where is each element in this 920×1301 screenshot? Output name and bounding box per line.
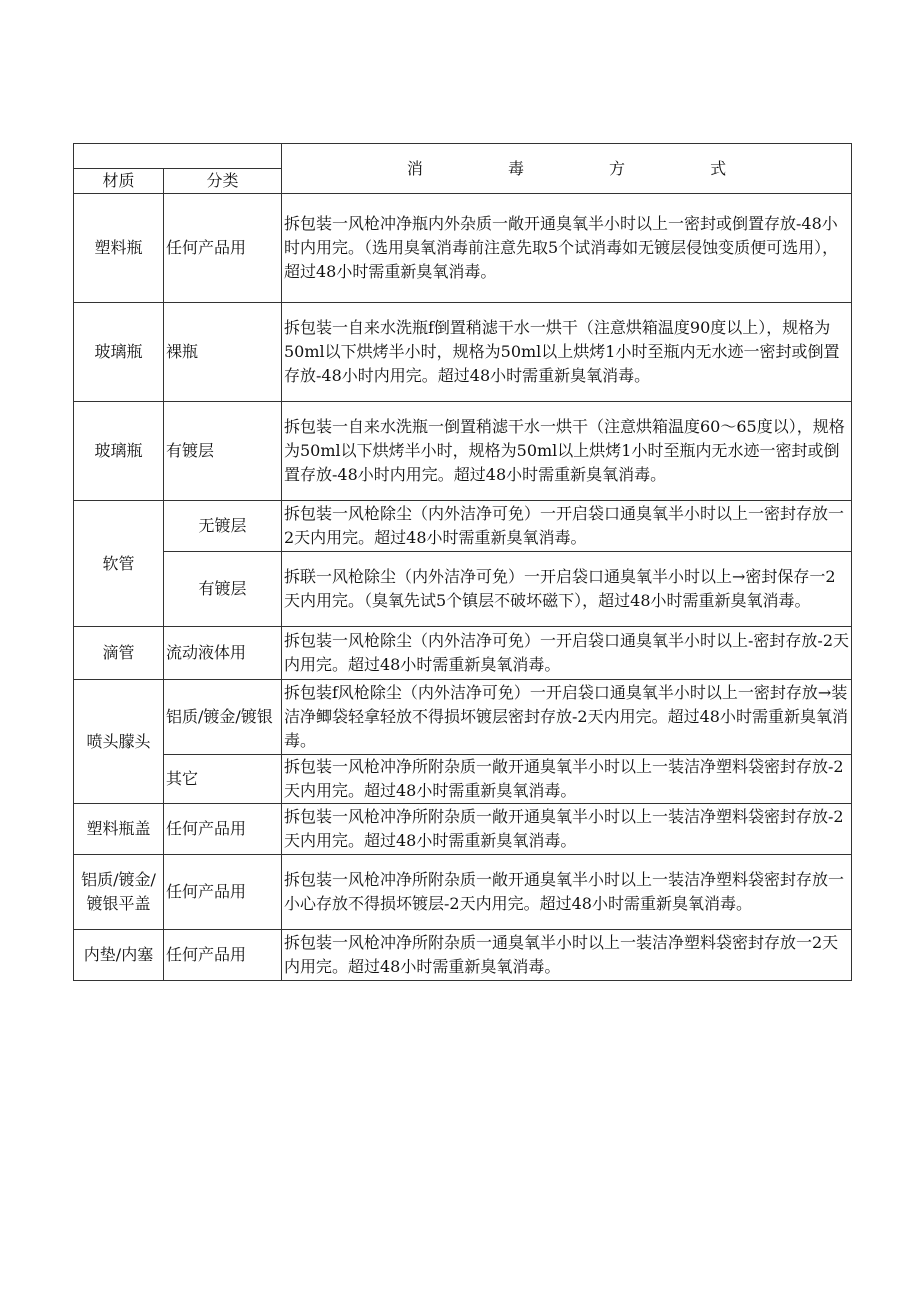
- material-cell: 软管: [74, 501, 164, 627]
- material-cell: 玻璃瓶: [74, 303, 164, 402]
- table-row: [74, 680, 852, 755]
- method-cell: 拆包装一自来水洗瓶f倒置稍滤干水一烘干（注意烘箱温度90度以上），规格为50ml以下烘烤半小时，规格为50ml以上烘烤1小时至瓶内无水迹一密封或倒置存放-48小时内用完。超过48小时需重新臭氧消毒。: [282, 303, 852, 402]
- category-cell: 任何产品用: [164, 855, 282, 930]
- category-cell: 裸瓶: [164, 303, 282, 402]
- category-cell: 无镀层: [164, 501, 282, 552]
- disinfection-table: [73, 143, 852, 981]
- method-cell: 拆包装一风枪冲净所附杂质一敞开通臭氧半小时以上一装洁净塑料袋密封存放-2天内用完。超过48小时需重新臭氧消毒。: [282, 804, 852, 855]
- category-cell: 其它: [164, 755, 282, 804]
- category-cell: 任何产品用: [164, 930, 282, 981]
- category-cell: 任何产品用: [164, 804, 282, 855]
- header-method: 消 毒 方 式: [282, 144, 852, 194]
- material-cell: 玻璃瓶: [74, 402, 164, 501]
- table-row: [74, 303, 852, 402]
- method-cell: 拆包装一风枪冲净所附杂质一通臭氧半小时以上一装洁净塑料袋密封存放一2天内用完。超过48小时需重新臭氧消毒。: [282, 930, 852, 981]
- table-row: [74, 804, 852, 855]
- method-cell: 拆包装f风枪除尘（内外洁净可免）一开启袋口通臭氧半小时以上一密封存放→装洁净鲫袋轻拿轻放不得损坏镀层密封存放-2天内用完。超过48小时需重新臭氧消毒。: [282, 680, 852, 755]
- table-row: [74, 755, 852, 804]
- header-material: 材质: [74, 169, 164, 194]
- material-cell: 内垫/内塞: [74, 930, 164, 981]
- method-cell: 拆包装一风枪冲净所附杂质一敞开通臭氧半小时以上一装洁净塑料袋密封存放-2天内用完。超过48小时需重新臭氧消毒。: [282, 755, 852, 804]
- method-cell: 拆联一风枪除尘（内外洁净可免）一开启袋口通臭氧半小时以上→密封保存一2天内用完。（臭氧先试5个镇层不破坏磁下），超过48小时需重新臭氧消毒。: [282, 552, 852, 627]
- method-cell: 拆包装一风枪冲净所附杂质一敞开通臭氧半小时以上一装洁净塑料袋密封存放一小心存放不得损坏镀层-2天内用完。超过48小时需重新臭氧消毒。: [282, 855, 852, 930]
- header-row-top: [74, 144, 852, 169]
- table-row: [74, 855, 852, 930]
- table-row: [74, 627, 852, 680]
- table-row: [74, 930, 852, 981]
- header-category: 分类: [164, 169, 282, 194]
- table-row: [74, 501, 852, 552]
- category-cell: 铝质/镀金/镀银: [164, 680, 282, 755]
- method-cell: 拆包装一风枪冲净瓶内外杂质一敞开通臭氧半小时以上一密封或倒置存放-48小时内用完。（选用臭氧消毒前注意先取5个试消毒如无镀层侵蚀变质便可选用），超过48小时需重新臭氧消毒。: [282, 194, 852, 303]
- material-cell: 铝质/镀金/镀银平盖: [74, 855, 164, 930]
- table-row: [74, 552, 852, 627]
- category-cell: 有镀层: [164, 402, 282, 501]
- method-cell: 拆包装一自来水洗瓶一倒置稍滤干水一烘干（注意烘箱温度60～65度以），规格为50ml以下烘烤半小时，规格为50ml以上烘烤1小时至瓶内无水迹一密封或倒置存放-48小时内用完。超过48小时需重新臭氧消毒。: [282, 402, 852, 501]
- material-cell: 喷头朦头: [74, 680, 164, 804]
- method-cell: 拆包装一风枪除尘（内外洁净可免）一开启袋口通臭氧半小时以上一密封存放一2天内用完。超过48小时需重新臭氧消毒。: [282, 501, 852, 552]
- category-cell: 流动液体用: [164, 627, 282, 680]
- method-cell: 拆包装一风枪除尘（内外洁净可免）一开启袋口通臭氧半小时以上-密封存放-2天内用完。超过48小时需重新臭氧消毒。: [282, 627, 852, 680]
- material-cell: 塑料瓶: [74, 194, 164, 303]
- table-row: [74, 194, 852, 303]
- material-cell: 滴管: [74, 627, 164, 680]
- header-blank-cell: [74, 144, 282, 169]
- table-row: [74, 402, 852, 501]
- material-cell: 塑料瓶盖: [74, 804, 164, 855]
- category-cell: 有镀层: [164, 552, 282, 627]
- category-cell: 任何产品用: [164, 194, 282, 303]
